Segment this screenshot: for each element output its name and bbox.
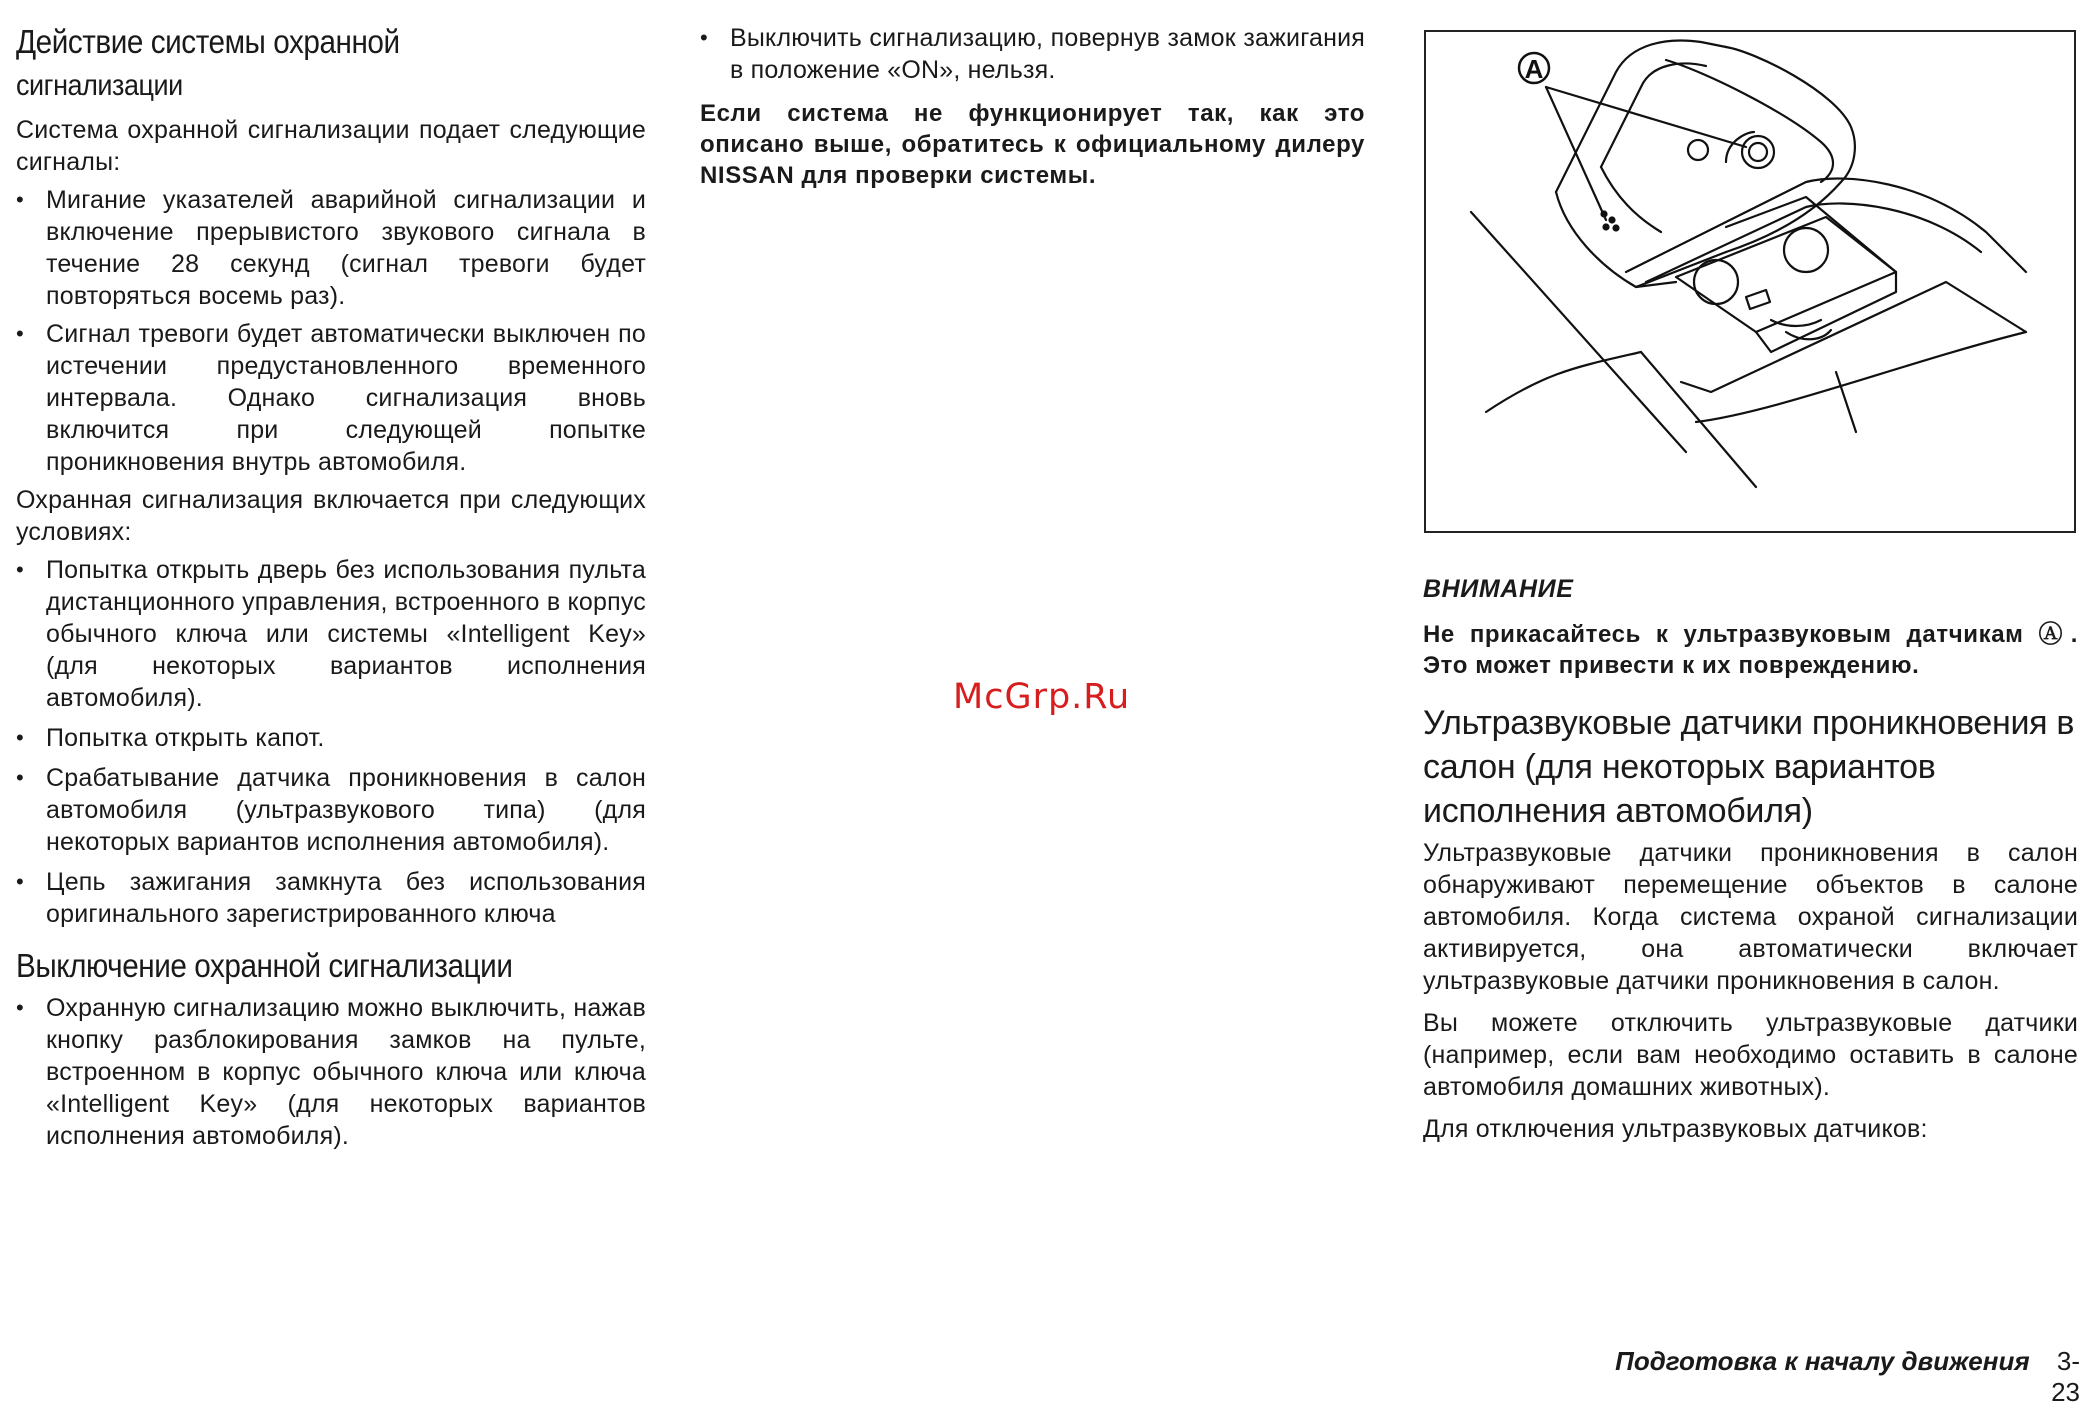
list-item: • Выключить сигнализацию, повернув замок зажигания в положение «ON», нельзя. <box>700 22 1365 86</box>
column-left <box>16 0 646 1152</box>
caution-title: ВНИМАНИЕ <box>1423 575 1574 603</box>
ignition-list <box>700 22 1365 86</box>
list-item: • Охранную сигнализацию можно выключить, нажав кнопку разблокирования замков на пульте, встроенном в корпус обычного ключа или ключа «Intelligent Key» (для некоторых вариантов исполнения автомобиля). <box>16 992 646 1152</box>
column-middle <box>700 0 1365 191</box>
list-item: • Сигнал тревоги будет автоматически выключен по истечении предустановленного временного интервала. Однако сигнализация вновь включится при следующей попытке проникновения внутрь автомобиля. <box>16 318 646 478</box>
heading-line-2: сигнализации <box>16 69 183 102</box>
list-item: • Попытка открыть капот. <box>16 722 646 754</box>
paragraph-sensors-1: Ультразвуковые датчики проникновения в салон обнаруживают перемещение объектов в салоне автомобиля. Когда система охраной сигнализации активируется, она автоматически включает ультразвуковые датчики проникновения в салон. <box>1423 839 2078 995</box>
heading-line-1: Действие системы охранной <box>16 23 400 60</box>
watermark: McGrp.Ru <box>953 677 1131 717</box>
paragraph-sensors-2: Вы можете отключить ультразвуковые датчики (например, если вам необходимо оставить в салоне автомобиля домашних животных). <box>1423 1009 2078 1101</box>
column-right <box>1423 0 2078 1145</box>
page-footer <box>1590 1346 2080 1408</box>
list-item: • Цепь зажигания замкнута без использования оригинального зарегистрированного ключа <box>16 866 646 930</box>
list-item: • Срабатывание датчика проникновения в салон автомобиля (ультразвукового типа) (для некоторых вариантов исполнения автомобиля). <box>16 762 646 858</box>
alarm-off-list <box>16 992 646 1152</box>
paragraph-conditions: Охранная сигнализация включается при следующих условиях: <box>16 486 646 546</box>
footer-section-title: Подготовка к началу движения <box>1615 1346 2030 1376</box>
heading-alarm-operation <box>16 20 645 108</box>
heading-ultrasonic-sensors: Ультразвуковые датчики проникновения в салон (для некоторых вариантов исполнения автомобиля) <box>1423 704 2075 830</box>
paragraph-sensors-3: Для отключения ультразвуковых датчиков: <box>1423 1115 1928 1143</box>
heading-alarm-off: Выключение охранной сигнализации <box>16 947 513 984</box>
dealer-note: Если система не функционирует так, как это описано выше, обратитесь к официальному дилеру NISSAN для проверки системы. <box>700 100 1365 189</box>
callout-a-label: A <box>1524 54 1544 84</box>
caution-block <box>1423 574 2078 681</box>
condition-list <box>16 554 646 930</box>
paragraph-alarm-signals: Система охранной сигнализации подает следующие сигналы: <box>16 116 646 176</box>
alarm-signal-list <box>16 184 646 478</box>
page-number: 3-23 <box>2051 1346 2080 1407</box>
list-item: • Попытка открыть дверь без использования пульта дистанционного управления, встроенного в корпус обычного ключа или системы «Intelligent Key» (для некоторых вариантов исполнения автомобиля). <box>16 554 646 714</box>
caution-text: Не прикасайтесь к ультразвуковым датчикам Ⓐ. Это может привести к их повреждению. <box>1423 621 2078 679</box>
list-item: • Мигание указателей аварийной сигнализации и включение прерывистого звукового сигнала в течение 28 секунд (сигнал тревоги будет повторяться восемь раз). <box>16 184 646 312</box>
